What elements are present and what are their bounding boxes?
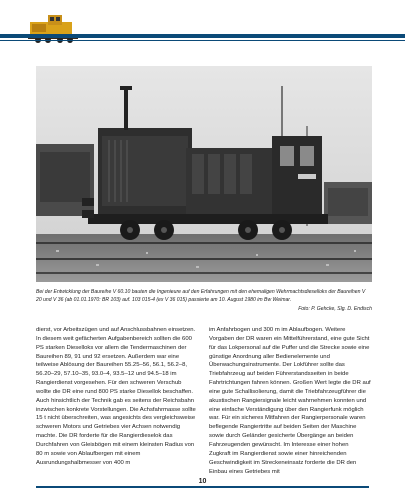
page-number: 10 — [198, 478, 207, 485]
locomotive-photo — [36, 66, 372, 282]
text-column-left — [36, 326, 198, 468]
photo-credit: Foto: P. Gehcke, Slg. D. Endisch — [298, 306, 372, 312]
photo-caption: Bei der Entwicklung der Baureihe V 60.10 bauten die Ingenieure auf den Erfahrungen mit den ehemaligen Wehrmachtsdieselloks der Baureihen V 20 und V 36 (ab 01.01.1970: BR 103) auf. 103 015-4 (ex V 36 015) passierte am 10. August 1980 im Bw Weimar. — [36, 289, 366, 303]
footer-rule — [36, 486, 369, 488]
text-column-right — [209, 326, 371, 476]
header-rule-thick — [0, 34, 405, 38]
body-paragraph: dierst, vor Arbeitszügen und auf Anschlussbahnen einsetzen. In diesem weit gefächerten Aufgabenbereich sollten die 600 PS starken Dieselloks vor allem die Tendermaschinen der Baureihen 89, 91 und 92 ersetzen. Außerdem war eine teilweise Ablösung der Baureihen 55.25–56, 56.1, 56.2–8, 56.20–29, 57.10–35, 93.0–4, 93.5–12 und 94.5–18 im Rangierdienst vorgesehen. Für den schweren Verschub wollte die DR eine rund 800 PS starke Diesellok beschaffen. — [36, 327, 196, 395]
body-paragraph: im Anfahrbogen und 300 m im Ablaufbogen. Weitere Vorgaben der DR waren ein Mittelführerstand, eine gute Sicht für das Lokpersonal auf die Puffer und die Strecke sowie eine günstige Anordnung aller Bedienelemente und Überwachungsinstrumente. Der Lokführer sollte das Triebfahrzeug auf beiden Führerstandsseiten in beide Fahrtrichtungen fahren können. Großen Wert legte die DR auf eine gute Schallisolierung, damit die Triebfahrzeugführer die akustischen Rangiersignale leicht wahrnehmen konnten und eine einfache Verständigung über den Rangierfunk möglich war. Für ein sicheres Mitfahren der Rangierpersonale waren beflegende Rangiertritte auf beiden Seiten der Maschine sowie durch Geländer gesicherte Übergänge an beiden Fahrzeugenden gewünscht. Im Interesse einer hohen Zugkraft im Rangierdienst sowie einer hinreichenden Geschwindigkeit im Streckeneinsatz forderte die DR den Einbau eines Getriebes mit — [209, 327, 371, 475]
header-rule-thin — [0, 40, 405, 41]
page-header — [0, 0, 405, 50]
body-paragraph: Auch hinsichtlich der Technik gab es seitens der Reichsbahn inzwischen konkrete Vorstellungen. Die Achsfahrmasse sollte 15 t nicht überschreiten, was angesichts des vergleichsweise schweren Motors und Getriebes vier Achsen notwendig machte. Die DR forderte für die Rangierdieselok das Durchfahren von Gleisbögen mit einem kleinsten Radius von 80 m sowie von Ablaufbergen mit einem Ausrundungshalbmesser von 400 m — [36, 397, 196, 466]
